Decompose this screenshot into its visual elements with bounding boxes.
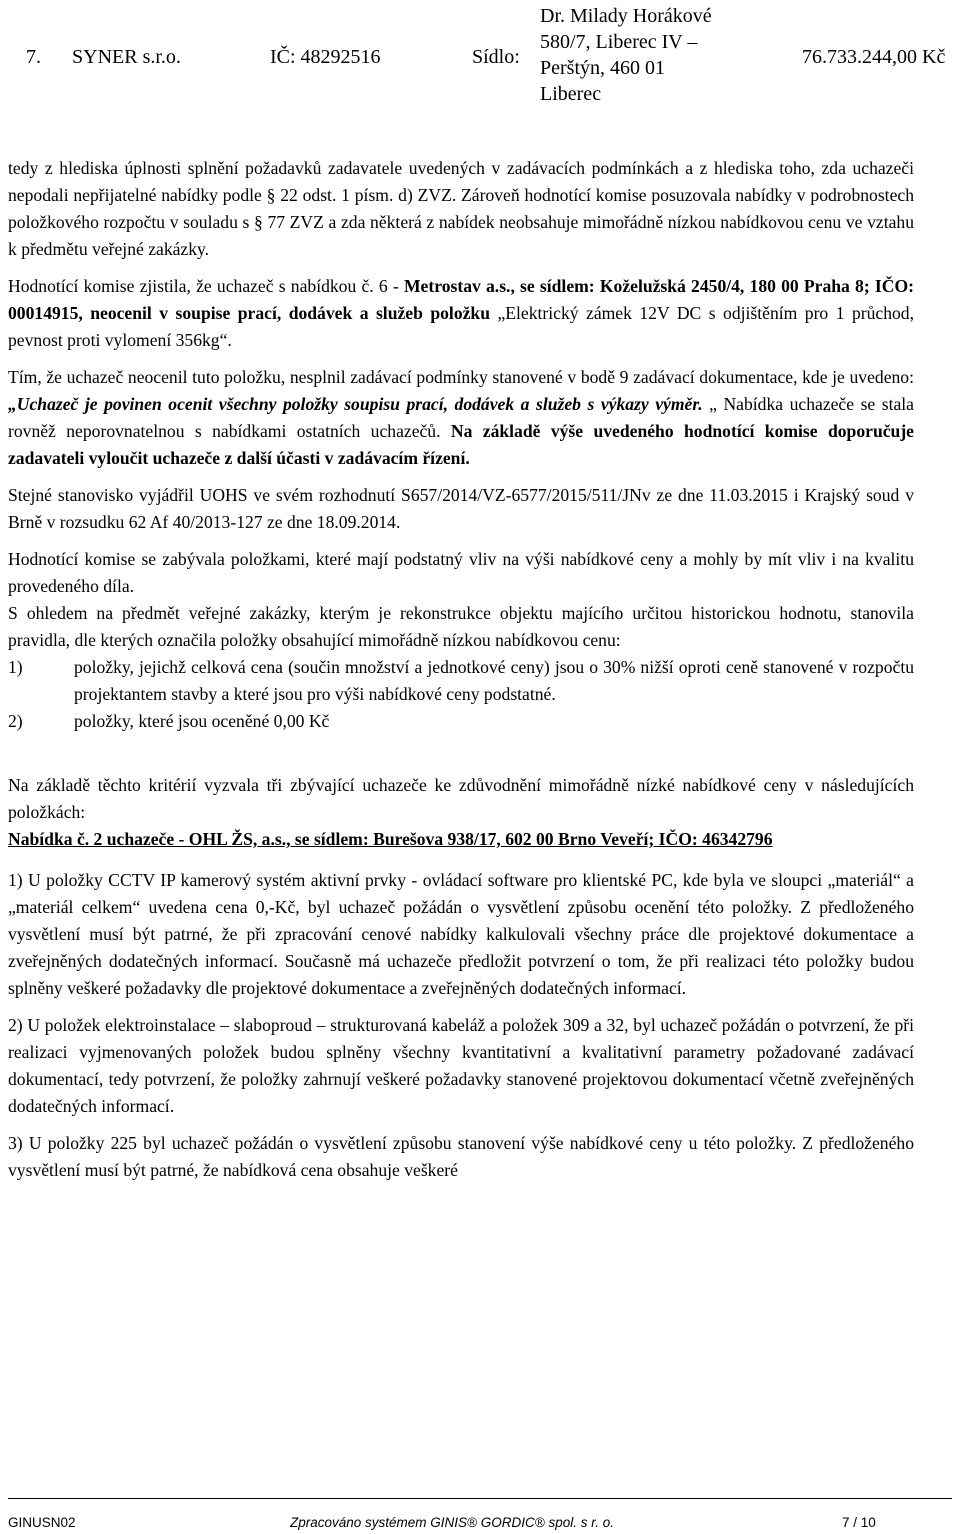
offer-price: 76.733.244,00 Kč (802, 46, 946, 68)
bold-text-run: Metrostav a.s., se sídlem: Koželužská 2450/4, 180 00 Praha 8; IČO: 00014915, neocenil v soupise prací, dodávek a služeb položku (8, 276, 914, 323)
list-number: 1) (8, 657, 23, 677)
seat-label: Sídlo: (472, 46, 520, 68)
paragraph: tedy z hlediska úplnosti splnění požadavků zadavatele uvedených v zadávacích podmínkách a z hlediska toho, zda uchazeči nepodali nepřijatelné nabídky podle § 22 odst. 1 písm. d) ZVZ. Zároveň hodnotící komise posuzovala nabídky v podrobnostech položkového rozpočtu v souladu s § 77 ZVZ a zda některá z nabídek neobsahuje mimořádně nízkou nabídkovou cenu ve vztahu k předmětu veřejné zakázky. (8, 158, 914, 259)
page-footer (8, 1498, 952, 1530)
document-body (8, 155, 914, 1194)
footer-code: GINUSN02 (8, 1515, 76, 1530)
paragraph: 2) U položek elektroinstalace – slaboproud – strukturovaná kabeláž a položek 309 a 32, byl uchazeč požádán o potvrzení, že při realizaci vyjmenovaných položek budou splněny všechny kvantitativní a kvalitativní parametry požadované zadávací dokumentací, tedy potvrzení, že položky zahrnují veškeré požadavky stanovené projektovou dokumentací včetně zveřejněných dodatečných informací. (8, 1015, 914, 1116)
paragraph: Na základě těchto kritérií vyzvala tři zbývající uchazeče ke zdůvodnění mimořádně nízké nabídkové ceny v následujících položkách: (8, 775, 914, 822)
text-run: „Elektrický zámek 12V DC s odjištěním pro 1 průchod, pevnost proti vylomení 356kg“. (8, 303, 914, 350)
paragraph: 1) U položky CCTV IP kamerový systém aktivní prvky - ovládací software pro klientské PC, kde byla ve sloupci „materiál“ a „materiál celkem“ uvedena cena 0,-Kč, byl uchazeč požádán o vysvětlení způsobu ocenění této položky. Z předloženého vysvětlení musí být patrné, že při zpracování cenové nabídky kalkulovali všechny práce dle projektové dokumentace a zveřejněných dodatečných informací. Současně má uchazeče předložit potvrzení o tom, že při realizaci této položky budou splněny veškeré požadavky dle projektové dokumentace a zveřejněných dodatečných informací. (8, 870, 914, 998)
footer-system: Zpracováno systémem GINIS® GORDIC® spol. s r. o. (290, 1515, 614, 1530)
company-name: SYNER s.r.o. (72, 46, 181, 68)
company-ico: IČ: 48292516 (270, 46, 381, 68)
paragraph (8, 273, 914, 354)
address-line: 580/7, Liberec IV – (540, 31, 698, 53)
address-line: Dr. Milady Horákové (540, 5, 712, 27)
list-item (8, 708, 914, 735)
offer-heading: Nabídka č. 2 uchazeče - OHL ŽS, a.s., se sídlem: Burešova 938/17, 602 00 Brno Veveří; IČO: 46342796 (8, 829, 773, 849)
list-text: položky, jejichž celková cena (součin množství a jednotkové ceny) jsou o 30% nižší oproti ceně stanovené v rozpočtu projektantem stavby a které jsou pro výši nabídkové ceny podstatné. (74, 657, 914, 704)
bold-italic-text-run: „Uchazeč je povinen ocenit všechny položky soupisu prací, dodávek a služeb s výkazy výměr. (8, 394, 703, 414)
row-number: 7. (26, 46, 41, 68)
paragraph: S ohledem na předmět veřejné zakázky, kterým je rekonstrukce objektu majícího určitou historickou hodnotu, stanovila pravidla, dle kterých označila položky obsahující mimořádně nízkou nabídkovou cenu: (8, 603, 914, 650)
company-address (540, 3, 755, 107)
bold-text-run: Na základě výše uvedeného hodnotící komise doporučuje zadavateli vyloučit uchazeče z další účasti v zadávacím řízení. (8, 421, 914, 468)
address-line: Perštýn, 460 01 (540, 57, 665, 79)
paragraph (8, 364, 914, 472)
header-table-row (6, 0, 956, 115)
address-line: Liberec (540, 83, 602, 105)
page-number: 7 / 10 (842, 1515, 876, 1530)
text-run: „ Nabídka uchazeče se stala rovněž neporovnatelnou s nabídkami ostatních uchazečů. (8, 394, 914, 441)
list-text: položky, které jsou oceněné 0,00 Kč (74, 711, 330, 731)
text-run: Hodnotící komise zjistila, že uchazeč s nabídkou č. 6 - (8, 276, 404, 296)
paragraph: 3) U položky 225 byl uchazeč požádán o vysvětlení způsobu stanovení výše nabídkové ceny u této položky. Z předloženého vysvětlení musí být patrné, že nabídková cena obsahuje veškeré (8, 1133, 914, 1180)
text-run: Tím, že uchazeč neocenil tuto položku, nesplnil zadávací podmínky stanovené v bodě 9 zadávací dokumentace, kde je uvedeno: (8, 367, 914, 387)
list-item (8, 654, 914, 708)
paragraph: Stejné stanovisko vyjádřil UOHS ve svém rozhodnutí S657/2014/VZ-6577/2015/511/JNv ze dne 11.03.2015 i Krajský soud v Brně v rozsudku 62 Af 40/2013-127 ze dne 18.09.2014. (8, 485, 914, 532)
list-number: 2) (8, 711, 23, 731)
paragraph: Hodnotící komise se zabývala položkami, které mají podstatný vliv na výši nabídkové ceny a mohly by mít vliv i na kvalitu provedeného díla. (8, 549, 914, 596)
